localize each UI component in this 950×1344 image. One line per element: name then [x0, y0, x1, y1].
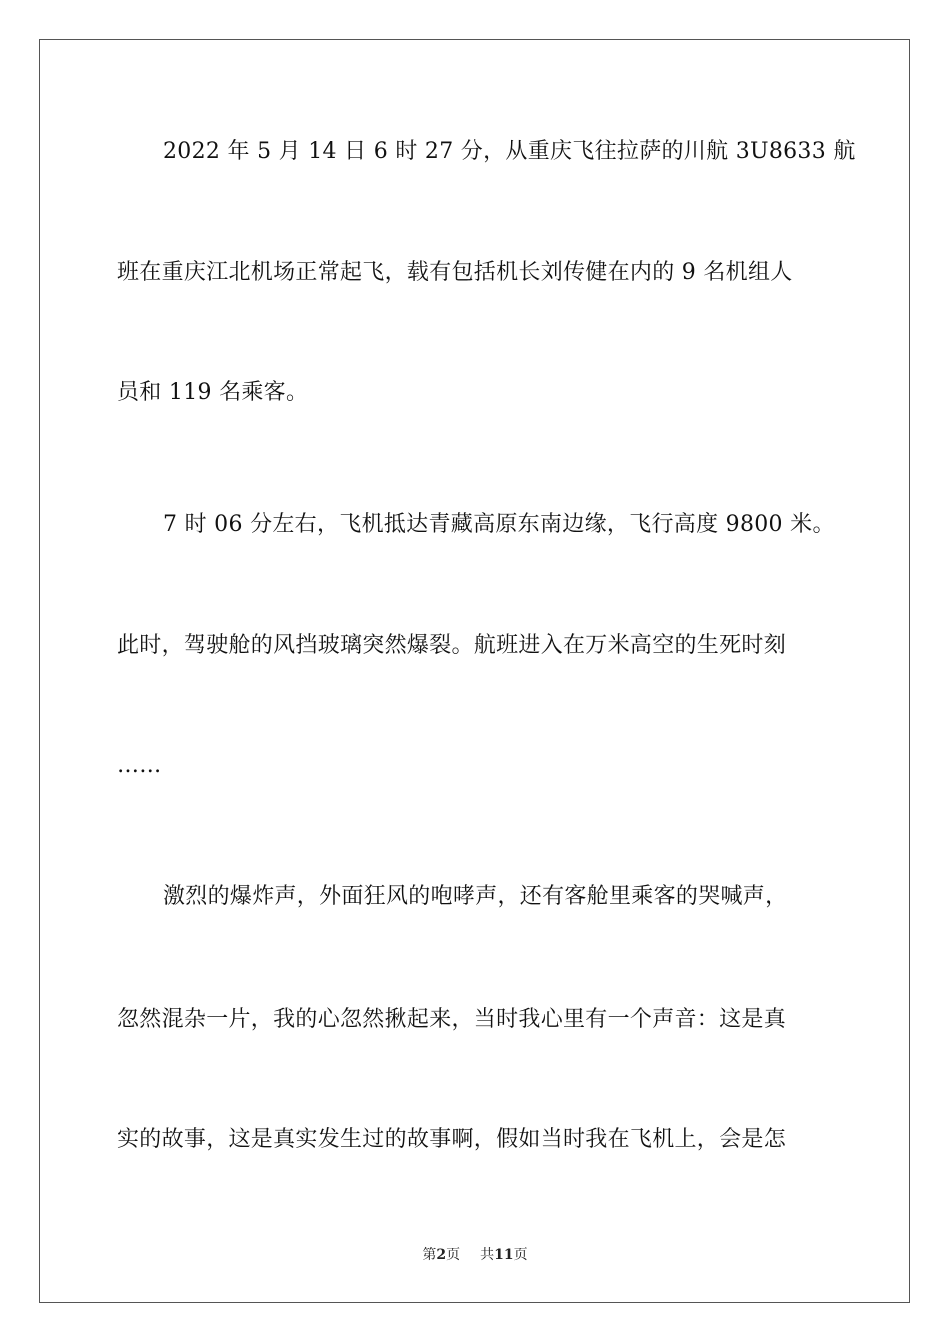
- page-suffix: 页: [446, 1247, 461, 1263]
- page-border: [39, 39, 910, 1303]
- total-suffix: 页: [513, 1247, 528, 1263]
- paragraph-3-line-1: 激烈的爆炸声，外面狂风的咆哮声，还有客舱里乘客的哭喊声，: [163, 884, 788, 909]
- paragraph-2-line-1: 7 时 06 分左右，飞机抵达青藏高原东南边缘，飞行高度 9800 米。: [163, 512, 835, 537]
- total-pages: 11: [494, 1247, 514, 1263]
- paragraph-1-line-2: 班在重庆江北机场正常起飞，载有包括机长刘传健在内的 9 名机组人: [117, 260, 793, 285]
- page-prefix: 第: [422, 1247, 437, 1263]
- total-prefix: 共: [480, 1247, 495, 1263]
- paragraph-2-line-3: ……: [117, 753, 162, 778]
- paragraph-2-line-2: 此时，驾驶舱的风挡玻璃突然爆裂。航班进入在万米高空的生死时刻: [117, 633, 787, 658]
- paragraph-3-line-2: 忽然混杂一片，我的心忽然揪起来，当时我心里有一个声音：这是真: [117, 1007, 787, 1032]
- paragraph-1-line-1: 2022 年 5 月 14 日 6 时 27 分，从重庆飞往拉萨的川航 3U8633 航: [163, 139, 856, 164]
- page-number: 2: [436, 1247, 447, 1263]
- paragraph-1-line-3: 员和 119 名乘客。: [117, 380, 309, 405]
- paragraph-3-line-3: 实的故事，这是真实发生过的故事啊，假如当时我在飞机上，会是怎: [117, 1127, 787, 1152]
- page-footer: [0, 1246, 950, 1264]
